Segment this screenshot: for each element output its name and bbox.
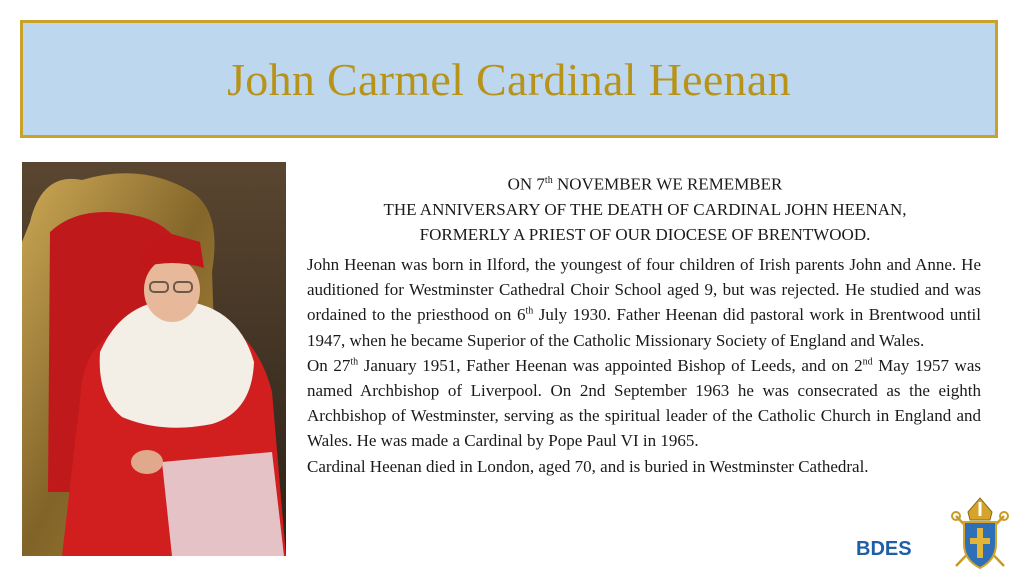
portrait-illustration <box>22 162 286 556</box>
title-banner <box>20 20 998 138</box>
heading-line-3: FORMERLY A PRIEST OF OUR DIOCESE OF BRENTWOOD. <box>419 224 871 244</box>
cardinal-portrait <box>22 162 286 556</box>
heading-line-1: ON 7th NOVEMBER WE REMEMBER <box>507 174 783 194</box>
biography-text <box>307 252 981 479</box>
bdes-badge: BDES <box>856 538 912 560</box>
page-title: John Carmel Cardinal Heenan <box>227 53 791 105</box>
bio-paragraph-3: Cardinal Heenan died in London, aged 70, and is buried in Westminster Cathedral. <box>307 456 869 476</box>
bio-paragraph-2: On 27th January 1951, Father Heenan was appointed Bishop of Leeds, and on 2nd May 1957 was named Archbishop of Liverpool. On 2nd September 1963 he was consecrated as the eighth Archbishop of Westminster, serving as the spiritual leader of the Catholic Church in England and Wales. He was made a Cardinal by Pope Paul VI in 1965. <box>307 355 981 451</box>
diocese-crest-icon <box>950 496 1010 572</box>
bio-paragraph-1: John Heenan was born in Ilford, the youngest of four children of Irish parents John and Anne. He auditioned for Westminster Cathedral Choir School aged 9, but was rejected. He studied and was ordained to the priesthood on 6th July 1930. Father Heenan did pastoral work in Brentwood until 1947, when he became Superior of the Catholic Missionary Society of England and Wales. <box>307 255 981 350</box>
heading-line-2: THE ANNIVERSARY OF THE DEATH OF CARDINAL JOHN HEENAN, <box>383 199 907 219</box>
memorial-heading <box>300 168 990 247</box>
